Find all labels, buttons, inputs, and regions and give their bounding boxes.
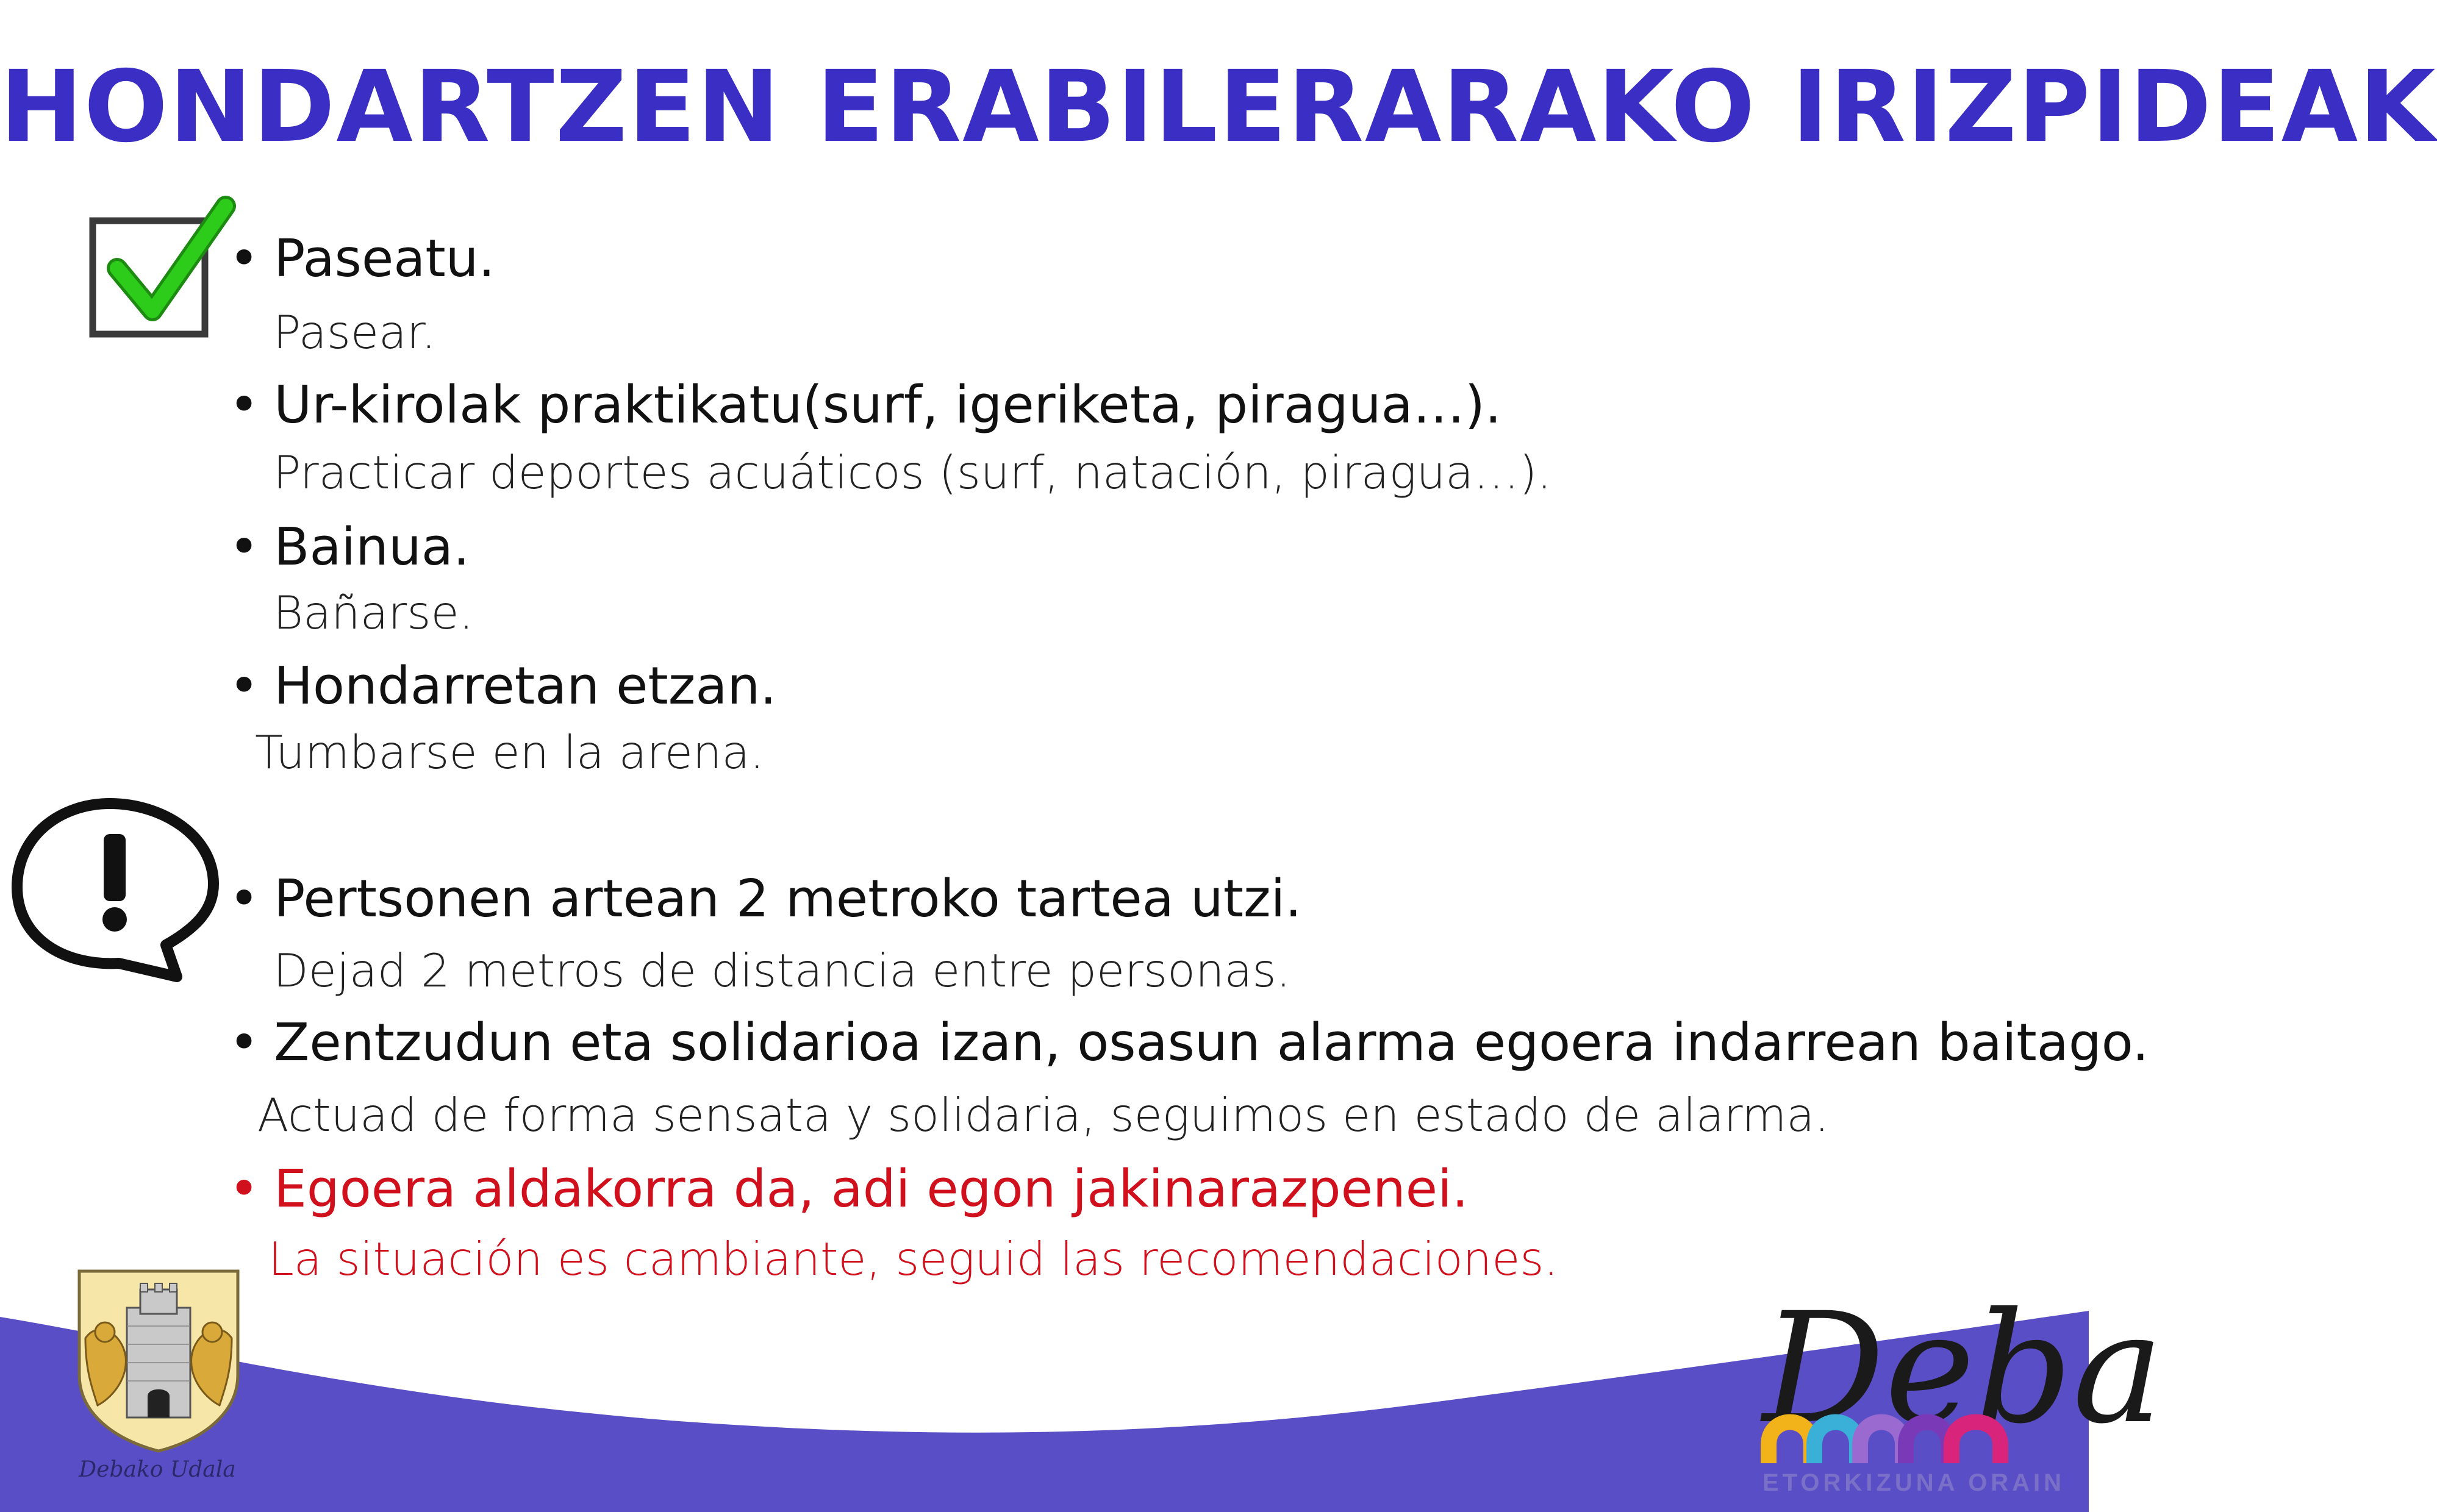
warning-item-es: Actuad de forma sensata y solidaria, seguimos en estado de alarma.: [257, 1088, 1830, 1142]
allowed-item-eu-text: Bainua.: [274, 517, 470, 577]
bullet: •: [229, 517, 260, 577]
allowed-item-eu: [229, 656, 777, 716]
bullet: •: [229, 1159, 260, 1219]
page-title: HONDARTZEN ERABILERARAKO IRIZPIDEAK: [0, 50, 2437, 165]
warning-item-eu: [229, 869, 1302, 929]
bullet: •: [229, 229, 260, 289]
allowed-item-eu: [229, 375, 1501, 435]
warning-item-eu-text: Pertsonen artean 2 metroko tartea utzi.: [274, 869, 1302, 929]
warning-item-es: La situación es cambiante, seguid las recomendaciones.: [268, 1232, 1559, 1286]
warning-item-eu-text: Egoera aldakorra da, adi egon jakinarazpenei.: [274, 1159, 1469, 1219]
deba-arches-logo: [1756, 1305, 2013, 1475]
warning-item-eu-text: Zentzudun eta solidarioa izan, osasun alarma egoera indarrean baitago.: [274, 1013, 2149, 1073]
bullet: •: [229, 869, 260, 929]
deba-wordmark: Deba: [1762, 1280, 2164, 1457]
bullet: •: [229, 656, 260, 716]
allowed-item-es: Practicar deportes acuáticos (surf, natación, piragua…).: [273, 446, 1552, 499]
coat-of-arms-logo: [73, 1265, 244, 1454]
allowed-item-es: Pasear.: [273, 305, 436, 359]
warning-item-eu: [229, 1013, 2149, 1073]
allowed-item-es: Tumbarse en la arena.: [255, 726, 765, 779]
bullet: •: [229, 1013, 260, 1073]
warning-item-es: Dejad 2 metros de distancia entre personas.: [273, 944, 1291, 997]
checkbox-check-icon: [85, 195, 232, 341]
bullet: •: [229, 375, 260, 435]
warning-item-eu: [229, 1159, 1469, 1219]
allowed-item-eu-text: Hondarretan etzan.: [274, 656, 777, 716]
allowed-item-eu-text: Ur-kirolak praktikatu(surf, igeriketa, piragua…).: [274, 375, 1501, 435]
allowed-item-eu-text: Paseatu.: [274, 229, 495, 289]
speech-bubble-exclamation-icon: [12, 799, 220, 982]
allowed-item-eu: [229, 517, 470, 577]
allowed-item-es: Bañarse.: [273, 586, 474, 640]
deba-tagline: ETORKIZUNA ORAIN: [1762, 1469, 2065, 1496]
allowed-item-eu: [229, 229, 495, 289]
shield-caption: Debako Udala: [79, 1457, 236, 1482]
